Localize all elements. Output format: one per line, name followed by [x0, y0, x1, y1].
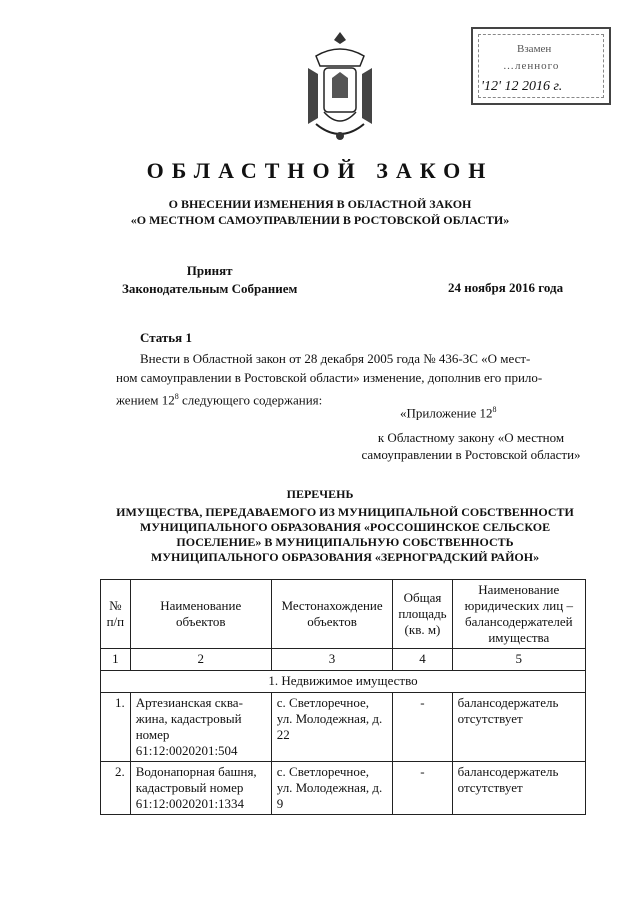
stamp-line-1: Взамен [517, 43, 552, 55]
adopted-block [122, 262, 297, 298]
appendix-label: «Приложение $12^8$ [400, 405, 497, 421]
article-text [116, 349, 586, 409]
stamp-date: '12' 12 2016 г. [481, 79, 563, 94]
section-row [101, 671, 586, 693]
adopted-label: Принят [186, 263, 233, 278]
adopted-date: 24 ноября 2016 года [448, 280, 564, 295]
table-header-row [101, 580, 586, 649]
document-subtitle [0, 196, 640, 228]
section-label: 1. Недвижимое имущество [101, 671, 586, 693]
adopted-by: Законодательным Собранием [122, 281, 298, 296]
header-name: Наименование объектов [130, 580, 271, 649]
approval-stamp [471, 27, 611, 105]
property-table [100, 579, 586, 815]
table-row: 1. Артезианская сква-жина, кадастровый номер 61:12:0020201:504 с. Светлоречное, ул. Молодежная, д. 22 - балансодержатель отсутствует [101, 693, 586, 762]
table-row: 2. Водонапорная башня, кадастровый номер 61:12:0020201:1334 с. Светлоречное, ул. Молодежная, д. 9 - балансодержатель отсутствует [101, 762, 586, 815]
header-number: № п/п [101, 580, 131, 649]
header-area: Общая площадь (кв. м) [393, 580, 452, 649]
list-title: ПЕРЕЧЕНЬ [286, 487, 354, 501]
list-subtitle: ИМУЩЕСТВА, ПЕРЕДАВАЕМОГО ИЗ МУНИЦИПАЛЬНОЙ СОБСТВЕННОСТИ МУНИЦИПАЛЬНОГО ОБРАЗОВАНИЯ «РОССОШИНСКОЕ СЕЛЬСКОЕ ПОСЕЛЕНИЕ» В МУНИЦИПАЛЬНУЮ СОБСТВЕННОСТЬ МУНИЦИПАЛЬНОГО ОБРАЗОВАНИЯ «ЗЕРНОГРАДСКИЙ РАЙОН» [116, 505, 574, 564]
body-line-3: жением $12^8$ следующего содержания: [116, 392, 323, 408]
appendix-reference: к Областному закону «О местном самоуправлении в Ростовской области» [361, 430, 581, 462]
stamp-line-2: …ленного [503, 60, 560, 72]
coat-of-arms-emblem [302, 28, 378, 146]
article-heading: Статья 1 [140, 330, 192, 345]
header-holder: Наименование юридических лиц – балансодержателей имущества [452, 580, 585, 649]
body-line-1: Внести в Областной закон от 28 декабря 2005 года № 436-ЗС «О мест- [140, 351, 531, 366]
body-line-2: ном самоуправлении в Ростовской области» изменение, дополнив его прило- [116, 370, 543, 385]
subtitle-line-2: «О МЕСТНОМ САМОУПРАВЛЕНИИ В РОСТОВСКОЙ ОБЛАСТИ» [130, 213, 510, 227]
column-number-row: 1 2 3 4 5 [101, 649, 586, 671]
document-title: ОБЛАСТНОЙ ЗАКОН [146, 158, 494, 183]
subtitle-line-1: О ВНЕСЕНИИ ИЗМЕНЕНИЯ В ОБЛАСТНОЙ ЗАКОН [168, 197, 472, 211]
header-location: Местонахождение объектов [271, 580, 393, 649]
